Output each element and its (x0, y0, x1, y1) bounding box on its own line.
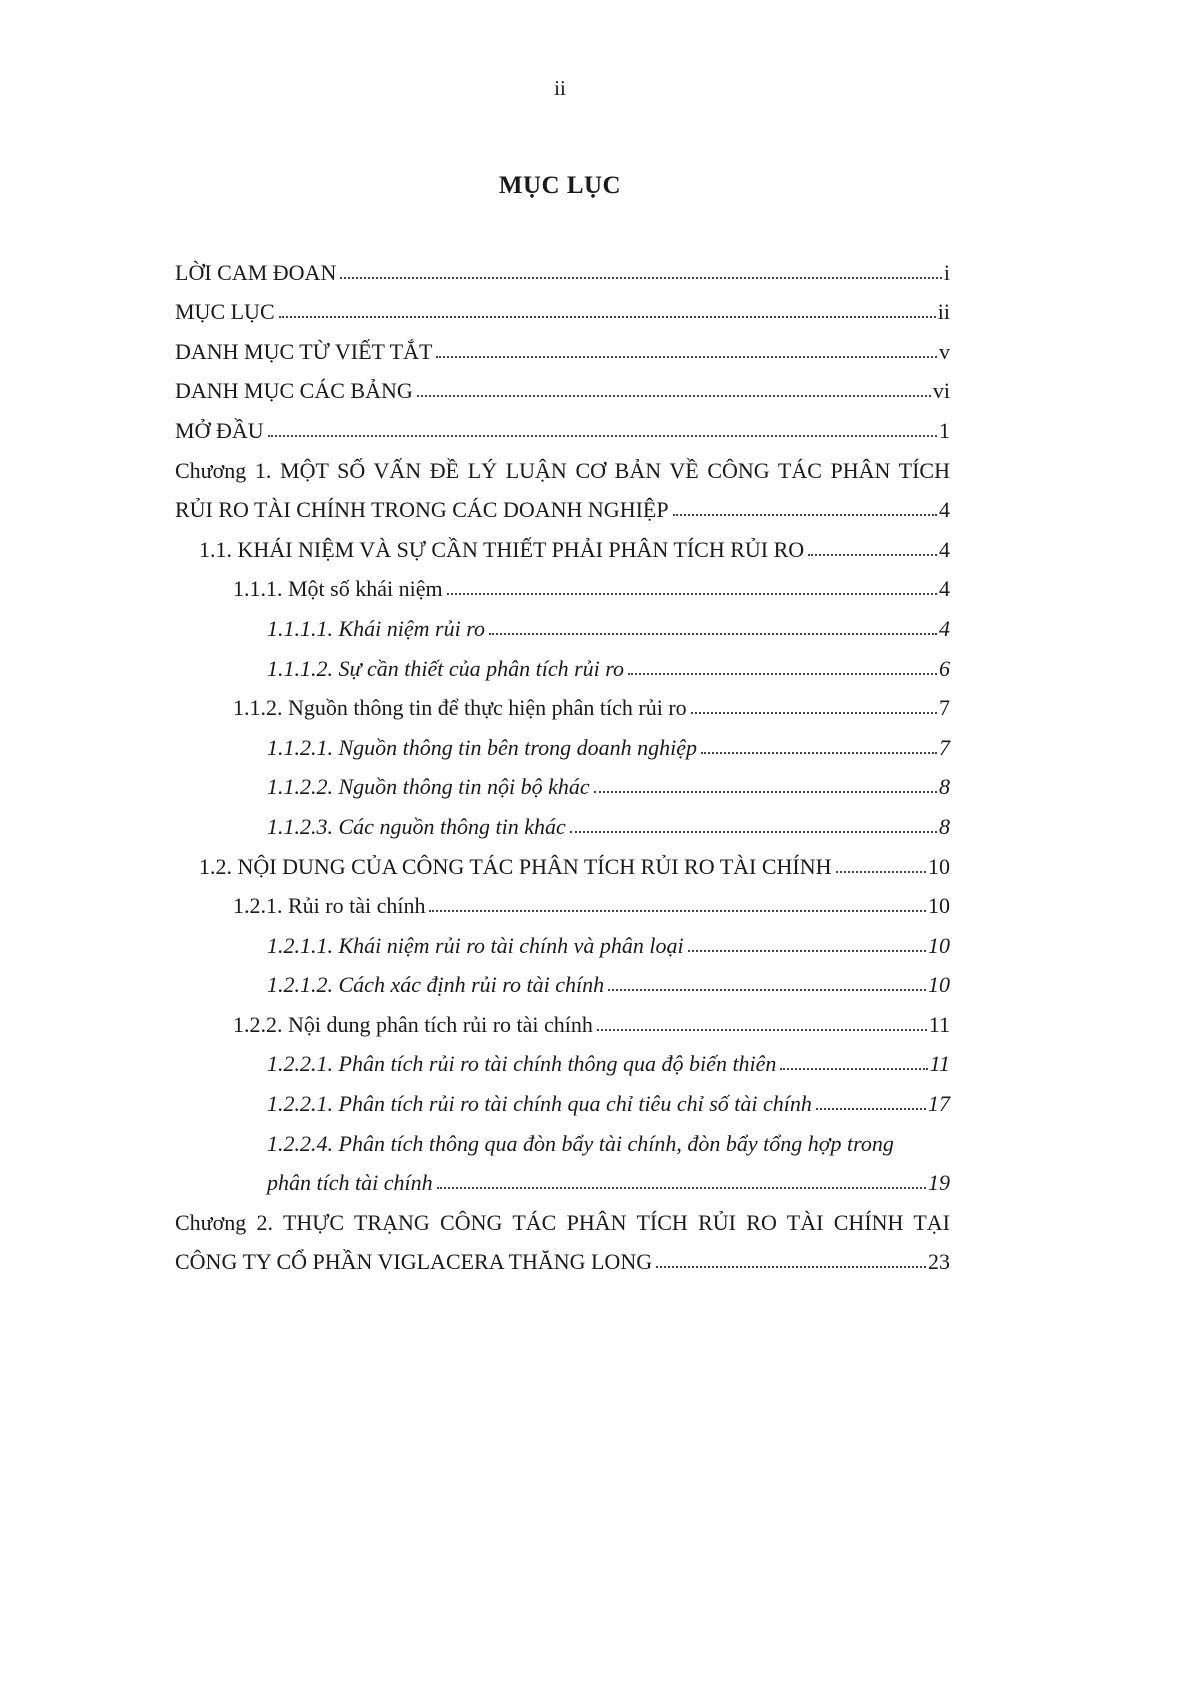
toc-dot-leader (656, 1266, 926, 1268)
toc-entry-1-2 (175, 838, 950, 878)
toc-dot-leader (836, 871, 926, 873)
toc-page-number: 11 (928, 1011, 950, 1037)
toc-dot-leader (594, 791, 937, 793)
toc-entry-mo-dau (175, 402, 950, 442)
toc-dot-leader (780, 1068, 927, 1070)
toc-entry-1-2-2-1-b (175, 1075, 950, 1115)
toc-entry-text: MỞ ĐẦU (175, 417, 264, 443)
toc-page-number: 4 (939, 497, 950, 523)
toc-entry-text: 1.2.2.1. Phân tích rủi ro tài chính thông qua độ biến thiên (267, 1051, 777, 1077)
toc-entry-text: 1.2.2. Nội dung phân tích rủi ro tài chính (233, 1011, 593, 1037)
table-of-contents (175, 244, 950, 1273)
toc-page-number: 8 (939, 813, 950, 839)
toc-entry-text: MỤC LỤC (175, 299, 275, 325)
toc-entry-text: 1.1.1. Một số khái niệm (233, 576, 443, 602)
toc-entry-1-1-2 (175, 680, 950, 720)
page-title: MỤC LỤC (498, 172, 622, 199)
toc-page-number: 4 (939, 536, 950, 562)
toc-dot-leader (437, 1187, 926, 1189)
toc-entry-1-2-2-4-line-1 (175, 1115, 950, 1155)
toc-entry-danh-muc-tu-viet-tat (175, 323, 950, 363)
toc-entry-1-1 (175, 521, 950, 561)
toc-dot-leader (673, 514, 937, 516)
toc-dot-leader (447, 593, 937, 595)
toc-entry-1-1-1 (175, 561, 950, 601)
toc-entry-text: LỜI CAM ĐOAN (175, 259, 337, 285)
toc-entry-chuong-2-line-2 (175, 1234, 950, 1274)
toc-dot-leader (628, 673, 937, 675)
toc-entry-text: Chương 1. MỘT SỐ VẤN ĐỀ LÝ LUẬN CƠ BẢN VỀ CÔNG TÁC PHÂN TÍCH (175, 457, 950, 483)
toc-entry-1-2-1-1 (175, 917, 950, 957)
toc-dot-leader (429, 910, 926, 912)
toc-dot-leader (808, 554, 937, 556)
toc-entry-text: 1.1.2.1. Nguồn thông tin bên trong doanh nghiệp (267, 734, 698, 760)
toc-page-number: 11 (929, 1051, 950, 1077)
toc-page-number: 10 (928, 893, 950, 919)
toc-entry-1-2-2-1-a (175, 1036, 950, 1076)
toc-entry-1-1-2-3 (175, 798, 950, 838)
toc-dot-leader (570, 831, 937, 833)
toc-dot-leader (608, 989, 926, 991)
toc-entry-muc-luc (175, 284, 950, 324)
toc-entry-1-1-2-2 (175, 759, 950, 799)
toc-page-number: 10 (928, 853, 950, 879)
toc-page-number: 1 (939, 417, 950, 443)
toc-page-number: 4 (939, 576, 950, 602)
toc-entry-1-2-1 (175, 878, 950, 918)
toc-entry-text: RỦI RO TÀI CHÍNH TRONG CÁC DOANH NGHIỆP (175, 497, 669, 523)
toc-page-number: 10 (928, 932, 950, 958)
toc-dot-leader (688, 950, 926, 952)
toc-entry-text: 1.2.2.4. Phân tích thông qua đòn bẩy tài chính, đòn bẩy tổng hợp trong (267, 1130, 894, 1156)
toc-entry-1-2-2-4-line-2 (175, 1155, 950, 1195)
toc-entry-1-2-2 (175, 996, 950, 1036)
toc-entry-loi-cam-doan (175, 244, 950, 284)
toc-entry-text: Chương 2. THỰC TRẠNG CÔNG TÁC PHÂN TÍCH RỦI RO TÀI CHÍNH TẠI (175, 1209, 950, 1235)
toc-entry-text: 1.2.2.1. Phân tích rủi ro tài chính qua chỉ tiêu chỉ số tài chính (267, 1091, 812, 1117)
toc-entry-text: 1.2.1.2. Cách xác định rủi ro tài chính (267, 972, 605, 998)
toc-page-number: 19 (928, 1170, 950, 1196)
toc-entry-1-1-2-1 (175, 719, 950, 759)
toc-entry-text: 1.1.2. Nguồn thông tin để thực hiện phân tích rủi ro (233, 695, 687, 721)
toc-entry-1-1-1-1 (175, 600, 950, 640)
toc-entry-chuong-1-line-1 (175, 442, 950, 482)
toc-entry-text: DANH MỤC TỪ VIẾT TẮT (175, 338, 433, 364)
toc-dot-leader (597, 1029, 927, 1031)
toc-entry-text: DANH MỤC CÁC BẢNG (175, 378, 413, 404)
toc-entry-text: 1.2. NỘI DUNG CỦA CÔNG TÁC PHÂN TÍCH RỦI RO TÀI CHÍNH (199, 853, 832, 879)
toc-entry-text: 1.2.1. Rủi ro tài chính (233, 893, 426, 919)
toc-entry-text: CÔNG TY CỔ PHẦN VIGLACERA THĂNG LONG (175, 1249, 653, 1275)
toc-dot-leader (436, 356, 937, 358)
toc-entry-chuong-2-line-1 (175, 1194, 950, 1234)
toc-dot-leader (417, 395, 931, 397)
toc-entry-text: 1.1.2.2. Nguồn thông tin nội bộ khác (267, 774, 590, 800)
toc-page-number: 8 (939, 774, 950, 800)
toc-page-number: 17 (928, 1091, 950, 1117)
toc-page-number: 4 (939, 615, 950, 641)
toc-dot-leader (489, 633, 937, 635)
toc-entry-text: 1.1.2.3. Các nguồn thông tin khác (267, 813, 566, 839)
toc-dot-leader (279, 316, 936, 318)
toc-dot-leader (816, 1108, 926, 1110)
toc-dot-leader (268, 435, 937, 437)
toc-entry-text: 1.1.1.2. Sự cần thiết của phân tích rủi ro (267, 655, 625, 681)
toc-dot-leader (340, 277, 942, 279)
toc-page-number: 10 (928, 972, 950, 998)
toc-page-number: 7 (939, 734, 950, 760)
toc-entry-danh-muc-cac-bang (175, 363, 950, 403)
toc-dot-leader (701, 752, 937, 754)
toc-entry-text: 1.2.1.1. Khái niệm rủi ro tài chính và phân loại (267, 932, 684, 958)
toc-page-number: v (939, 338, 950, 364)
toc-dot-leader (691, 712, 937, 714)
toc-entry-text: phân tích tài chính (267, 1170, 433, 1196)
toc-page-number: i (943, 259, 950, 285)
page-number: ii (554, 76, 566, 100)
toc-entry-text: 1.1. KHÁI NIỆM VÀ SỰ CẦN THIẾT PHẢI PHÂN TÍCH RỦI RO (199, 536, 805, 562)
toc-page-number: 7 (939, 695, 950, 721)
toc-entry-text: 1.1.1.1. Khái niệm rủi ro (267, 615, 485, 641)
toc-entry-1-2-1-2 (175, 957, 950, 997)
toc-entry-chuong-1-line-2 (175, 482, 950, 522)
toc-page-number: ii (937, 299, 950, 325)
toc-page-number: vi (932, 378, 950, 404)
toc-entry-1-1-1-2 (175, 640, 950, 680)
toc-page-number: 23 (928, 1249, 950, 1275)
toc-page-number: 6 (939, 655, 950, 681)
